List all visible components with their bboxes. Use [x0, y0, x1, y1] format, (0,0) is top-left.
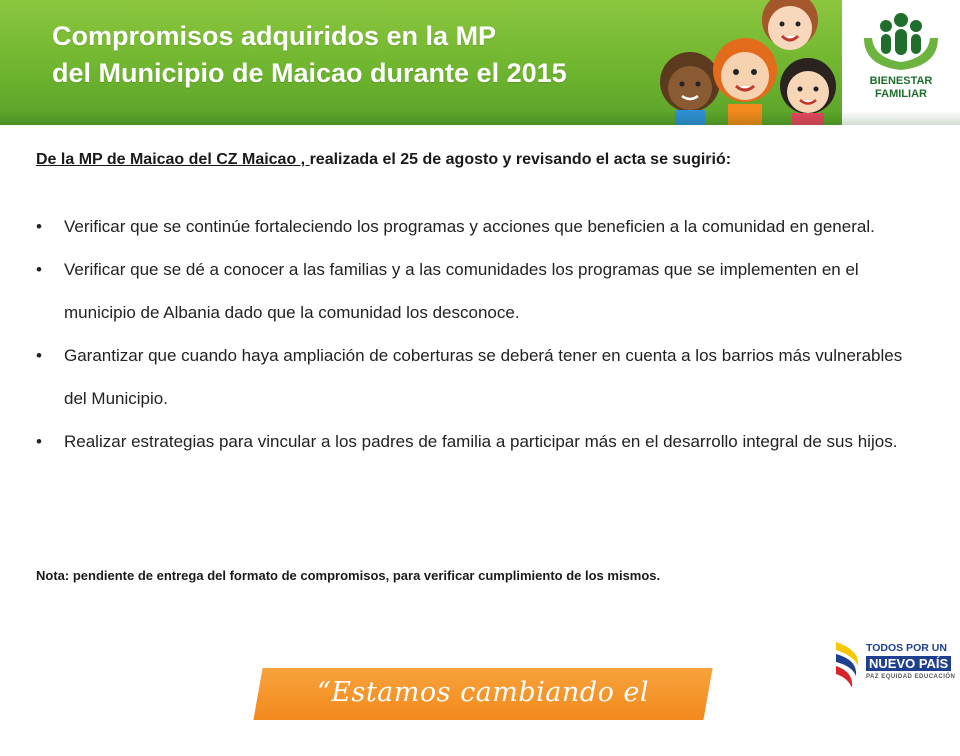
gov-line-1: TODOS POR UN	[866, 642, 947, 654]
header-band	[0, 0, 960, 125]
todos-por-un-nuevo-pais-logo	[832, 636, 956, 696]
children-illustration	[650, 0, 845, 125]
list-item: • Verificar que se continúe fortaleciendo los programas y acciones que beneficien a la comunidad en general.	[36, 205, 916, 248]
family-hands-icon	[842, 8, 960, 78]
gov-line-2: NUEVO PAÍS	[866, 656, 951, 671]
list-item: • Garantizar que cuando haya ampliación de coberturas se deberá tener en cuenta a los barrios más vulnerables del Municipio.	[36, 334, 916, 420]
commitments-list	[36, 205, 916, 463]
title-line-1: Compromisos adquiridos en la MP	[52, 21, 497, 51]
logo-text-line-1: BIENESTAR	[869, 75, 933, 87]
note-text: Nota: pendiente de entrega del formato de compromisos, para verificar cumplimiento de los mismos.	[36, 568, 661, 583]
list-item: • Verificar que se dé a conocer a las familias y a las comunidades los programas que se implementen en el municipio de Albania dado que la comunidad los desconoce.	[36, 248, 916, 334]
page-title	[52, 18, 692, 92]
bienestar-familiar-logo	[842, 0, 960, 125]
list-item: • Realizar estrategias para vincular a los padres de familia a participar más en el desarrollo integral de sus hijos.	[36, 420, 916, 463]
colombia-flag-swoosh-icon	[832, 636, 864, 692]
title-line-2: del Municipio de Maicao durante el 2015	[52, 58, 567, 88]
slogan-text: “Estamos cambiando el mundo”	[316, 677, 650, 750]
gov-line-3: PAZ EQUIDAD EDUCACIÓN	[866, 674, 956, 680]
intro-rest: realizada el 25 de agosto y revisando el acta se sugirió:	[309, 151, 732, 168]
intro-underlined: De la MP de Maicao del CZ Maicao ,	[36, 151, 310, 168]
intro-paragraph	[36, 148, 916, 172]
logo-text-line-2: FAMILIAR	[875, 88, 927, 100]
